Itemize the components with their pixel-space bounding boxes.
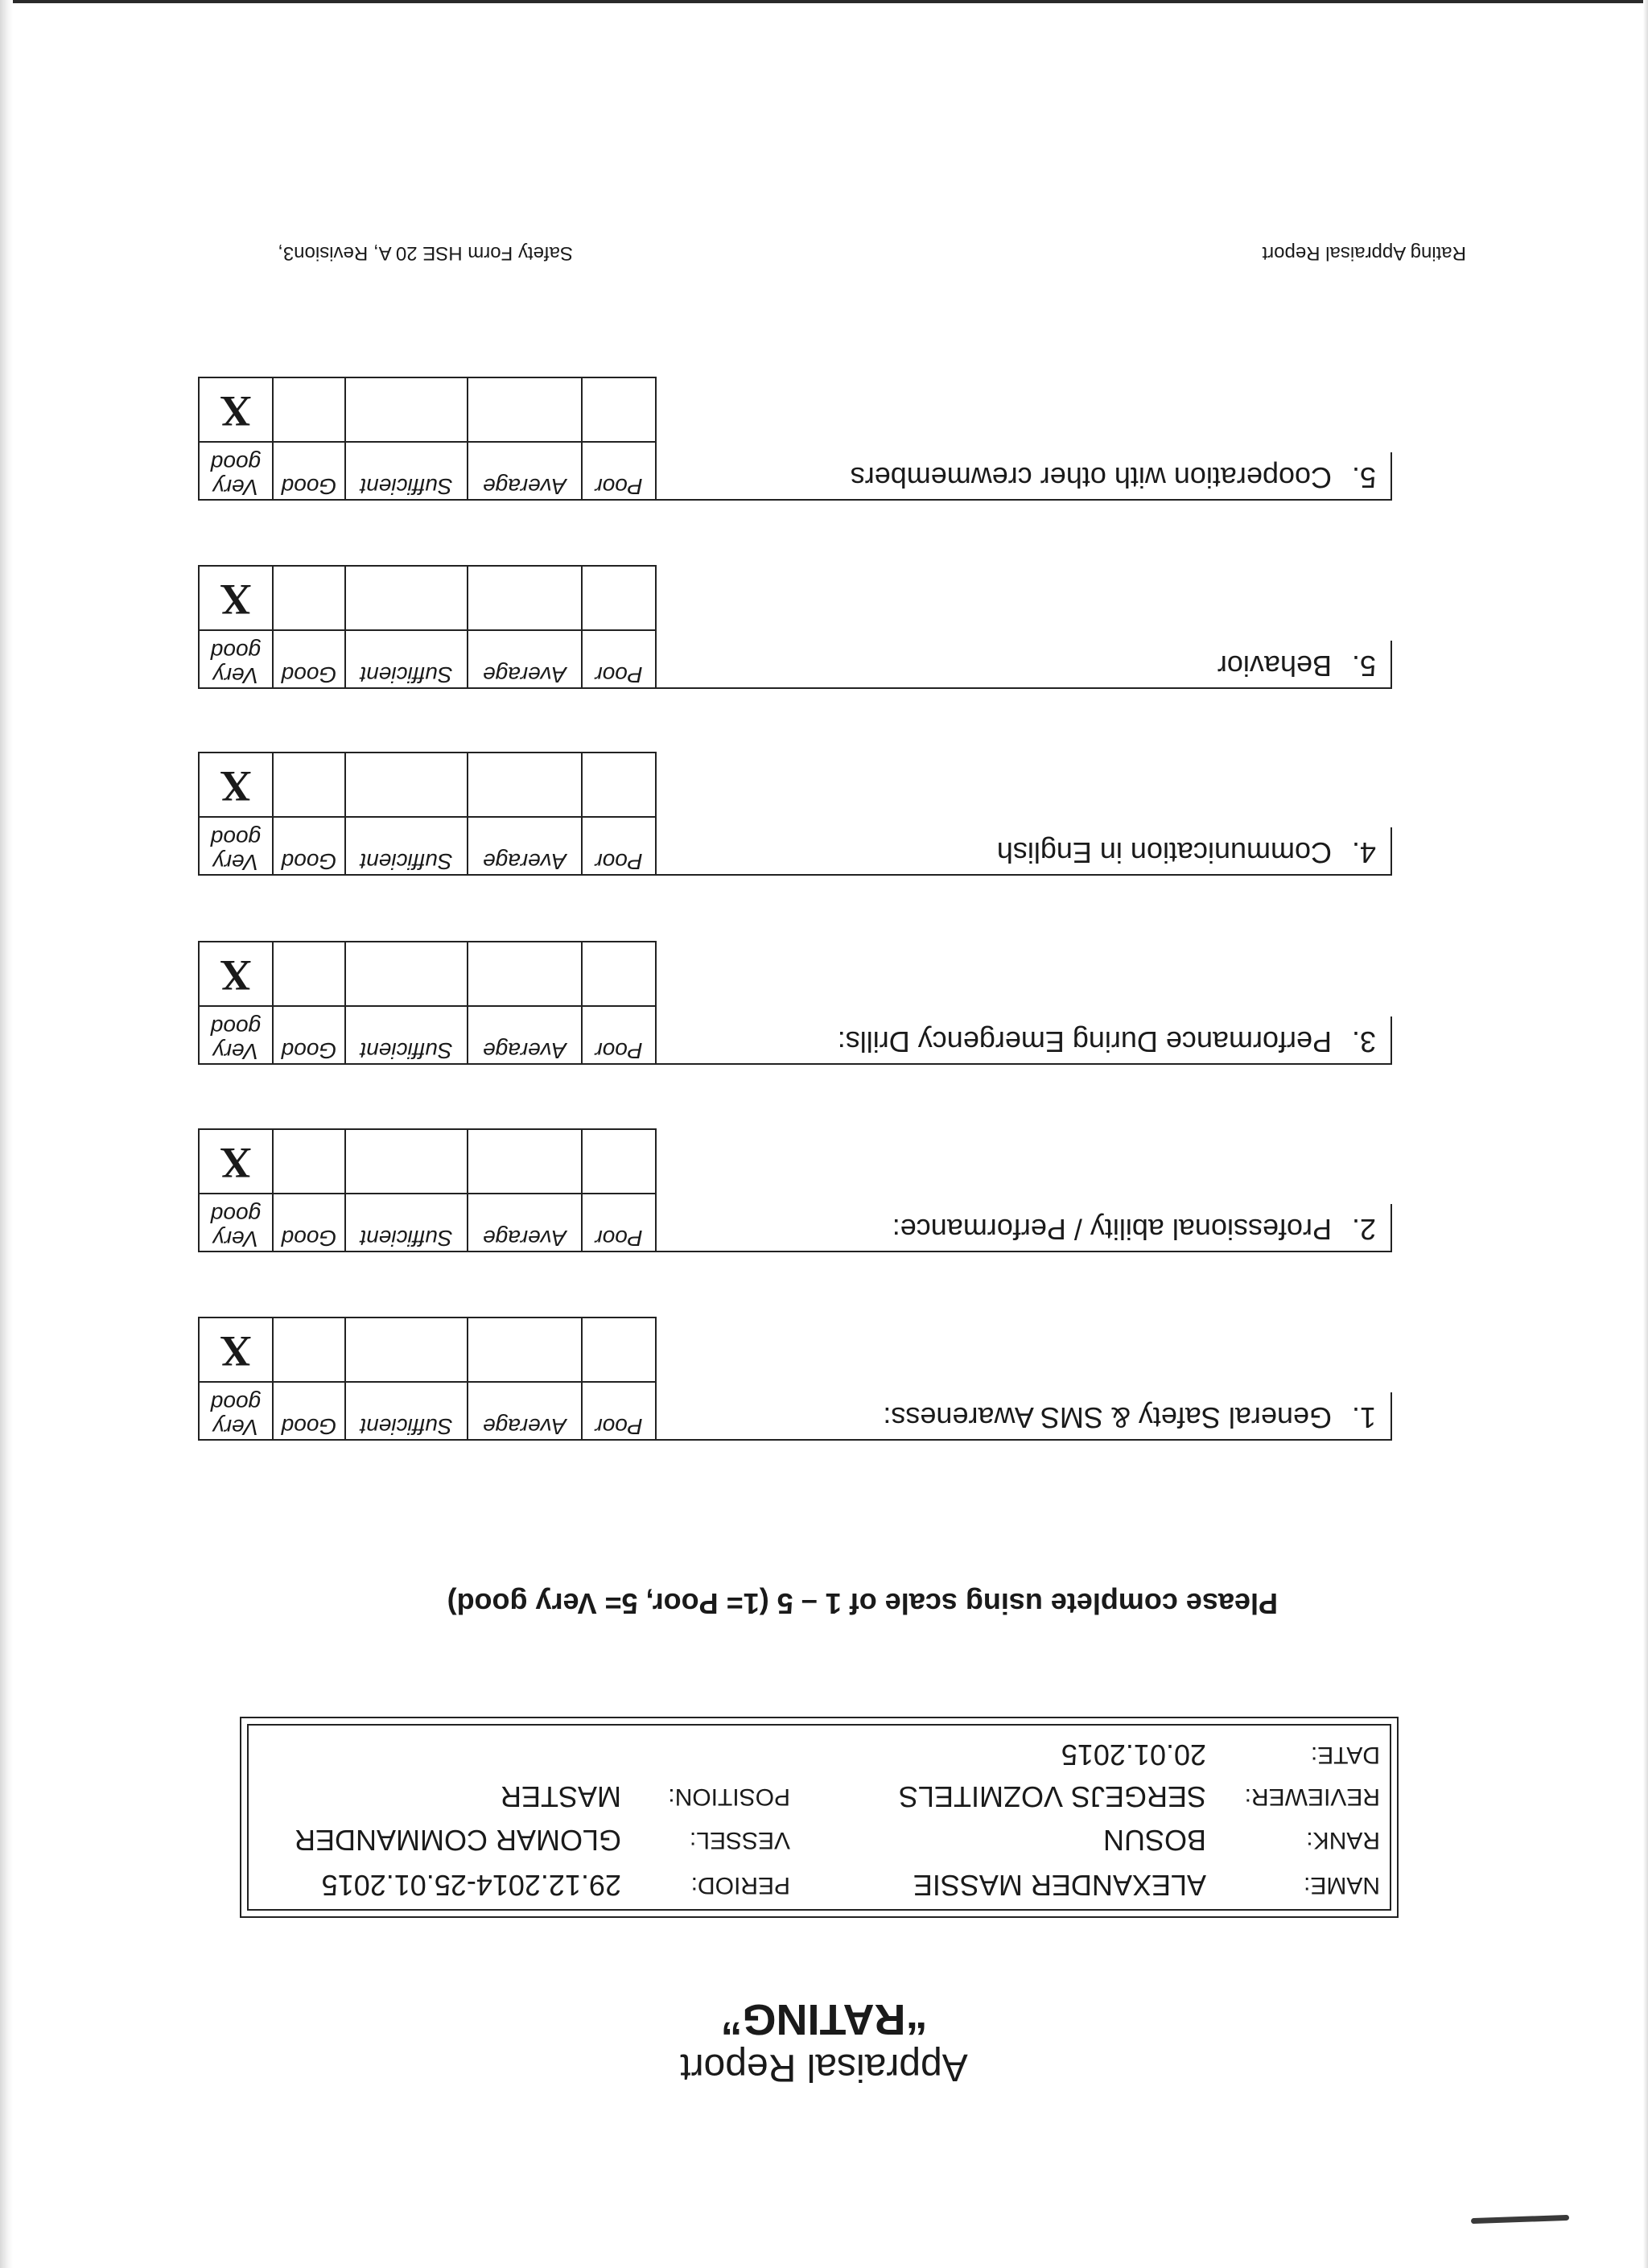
position-label: POSITION: <box>668 1783 790 1810</box>
rating-cell-3[interactable] <box>345 566 468 630</box>
x-mark: X <box>220 762 252 810</box>
rating-table <box>198 1317 657 1441</box>
period-label: PERIOD: <box>690 1872 790 1899</box>
question-block <box>198 1320 1392 1441</box>
scale-label-poor: Poor <box>582 1382 656 1440</box>
scale-label-poor: Poor <box>582 817 656 875</box>
rating-cell-3[interactable] <box>345 1318 468 1382</box>
footer-form-title: Rating Appraisal Report <box>1262 242 1466 264</box>
scale-label-sufficient: Sufficient <box>345 817 468 875</box>
question-label: Performance During Emergency Drills: <box>837 1025 1332 1058</box>
scale-label-sufficient: Sufficient <box>345 1194 468 1252</box>
scale-label-average: Average <box>468 630 582 688</box>
rating-table <box>198 565 657 689</box>
rating-cell-4[interactable] <box>273 377 345 442</box>
question-label: Professional ability / Performance: <box>892 1213 1332 1246</box>
rating-cell-3[interactable] <box>345 942 468 1006</box>
question-text <box>1217 649 1376 682</box>
scale-label-poor: Poor <box>582 1194 656 1252</box>
question-number: 3. <box>1351 1025 1376 1058</box>
rating-cell-5[interactable] <box>199 753 273 817</box>
scale-label-very-good: Very good <box>199 1006 273 1064</box>
rating-cell-2[interactable] <box>468 753 582 817</box>
rating-cell-2[interactable] <box>468 942 582 1006</box>
instruction-text: Please complete using scale of 1 – 5 (1= Poor, 5= Very good) <box>447 1587 1278 1620</box>
x-mark: X <box>220 1327 252 1375</box>
rating-cell-5[interactable] <box>199 1129 273 1194</box>
question-block <box>198 755 1392 876</box>
scale-label-average: Average <box>468 442 582 500</box>
x-mark: X <box>220 951 252 1000</box>
question-text <box>851 460 1376 494</box>
info-row-date <box>249 1738 1390 1771</box>
rating-cell-1[interactable] <box>582 566 656 630</box>
rating-cell-4[interactable] <box>273 753 345 817</box>
info-box-inner <box>247 1724 1391 1911</box>
rating-cell-2[interactable] <box>468 566 582 630</box>
period-value: 29.12.2014-25.01.2015 <box>321 1869 621 1902</box>
rank-value: BOSUN <box>1102 1824 1206 1857</box>
name-label: NAME: <box>1303 1872 1380 1899</box>
scale-label-very-good: Very good <box>199 630 273 688</box>
question-label: Cooperation with other crewmembers <box>850 461 1332 494</box>
question-text <box>838 1025 1376 1058</box>
rating-table <box>198 1128 657 1252</box>
scale-label-very-good: Very good <box>199 442 273 500</box>
rating-cell-1[interactable] <box>582 1129 656 1194</box>
position-value: MASTER <box>500 1780 621 1813</box>
question-text <box>892 1212 1376 1246</box>
question-label: Behavior <box>1217 649 1332 682</box>
scale-label-average: Average <box>468 1006 582 1064</box>
scale-label-good: Good <box>273 630 345 688</box>
rank-label: RANK: <box>1306 1827 1380 1854</box>
rating-table <box>198 941 657 1065</box>
question-label: General Safety & SMS Awareness: <box>883 1401 1332 1434</box>
rating-cell-1[interactable] <box>582 942 656 1006</box>
rating-cell-5[interactable] <box>199 1318 273 1382</box>
rating-cell-5[interactable] <box>199 566 273 630</box>
date-value: 20.01.2015 <box>1061 1738 1206 1771</box>
scale-label-sufficient: Sufficient <box>345 1382 468 1440</box>
scale-label-sufficient: Sufficient <box>345 442 468 500</box>
question-block <box>198 1132 1392 1252</box>
x-mark: X <box>220 1139 252 1187</box>
question-text <box>997 835 1376 869</box>
scale-label-very-good: Very good <box>199 1382 273 1440</box>
rating-cell-3[interactable] <box>345 1129 468 1194</box>
scale-label-very-good: Very good <box>199 817 273 875</box>
document-title: Appraisal Report <box>680 2046 968 2089</box>
rating-cell-1[interactable] <box>582 377 656 442</box>
date-label: DATE: <box>1310 1742 1380 1768</box>
rating-cell-2[interactable] <box>468 377 582 442</box>
rating-cell-2[interactable] <box>468 1318 582 1382</box>
scale-label-good: Good <box>273 1382 345 1440</box>
info-row-rank <box>249 1824 1390 1856</box>
rating-cell-3[interactable] <box>345 753 468 817</box>
scale-label-average: Average <box>468 1194 582 1252</box>
reviewer-value: SERGEJS VOZMITELS <box>898 1780 1206 1813</box>
rating-cell-1[interactable] <box>582 753 656 817</box>
scale-label-very-good: Very good <box>199 1194 273 1252</box>
rating-table <box>198 752 657 876</box>
rating-cell-2[interactable] <box>468 1129 582 1194</box>
footer-form-revision: Safety Form HSE 20 A, Revision3, <box>278 242 573 264</box>
rating-cell-4[interactable] <box>273 1129 345 1194</box>
question-number: 1. <box>1351 1401 1376 1434</box>
vessel-value: GLOMAR COMMANDER <box>294 1824 621 1857</box>
scale-label-average: Average <box>468 1382 582 1440</box>
x-mark: X <box>220 387 252 435</box>
question-number: 2. <box>1351 1213 1376 1246</box>
scale-label-sufficient: Sufficient <box>345 630 468 688</box>
scale-label-good: Good <box>273 442 345 500</box>
rating-cell-4[interactable] <box>273 1318 345 1382</box>
question-number: 5. <box>1351 461 1376 494</box>
name-value: ALEXANDER MASSIE <box>913 1869 1206 1902</box>
question-label: Communication in English <box>996 836 1332 869</box>
question-number: 5. <box>1351 649 1376 682</box>
rating-cell-4[interactable] <box>273 566 345 630</box>
rating-cell-4[interactable] <box>273 942 345 1006</box>
scale-label-average: Average <box>468 817 582 875</box>
x-mark: X <box>220 575 252 624</box>
scale-label-good: Good <box>273 1194 345 1252</box>
scale-label-poor: Poor <box>582 1006 656 1064</box>
scale-label-poor: Poor <box>582 630 656 688</box>
scale-label-good: Good <box>273 817 345 875</box>
question-block <box>198 568 1392 689</box>
question-text <box>883 1400 1376 1434</box>
question-number: 4. <box>1351 836 1376 869</box>
scale-label-poor: Poor <box>582 442 656 500</box>
info-box <box>240 1717 1399 1918</box>
info-row-reviewer <box>249 1780 1390 1812</box>
scale-label-good: Good <box>273 1006 345 1064</box>
rating-cell-5[interactable] <box>199 942 273 1006</box>
scale-label-sufficient: Sufficient <box>345 1006 468 1064</box>
rating-table <box>198 377 657 501</box>
rating-cell-5[interactable] <box>199 377 273 442</box>
rating-cell-1[interactable] <box>582 1318 656 1382</box>
rating-cell-3[interactable] <box>345 377 468 442</box>
reviewer-label: REVIEWER: <box>1244 1783 1380 1810</box>
info-row-name <box>249 1869 1390 1901</box>
question-block <box>198 380 1392 501</box>
vessel-label: VESSEL: <box>689 1827 790 1854</box>
question-block <box>198 944 1392 1065</box>
document-subtitle: “RATING” <box>720 1995 928 2043</box>
